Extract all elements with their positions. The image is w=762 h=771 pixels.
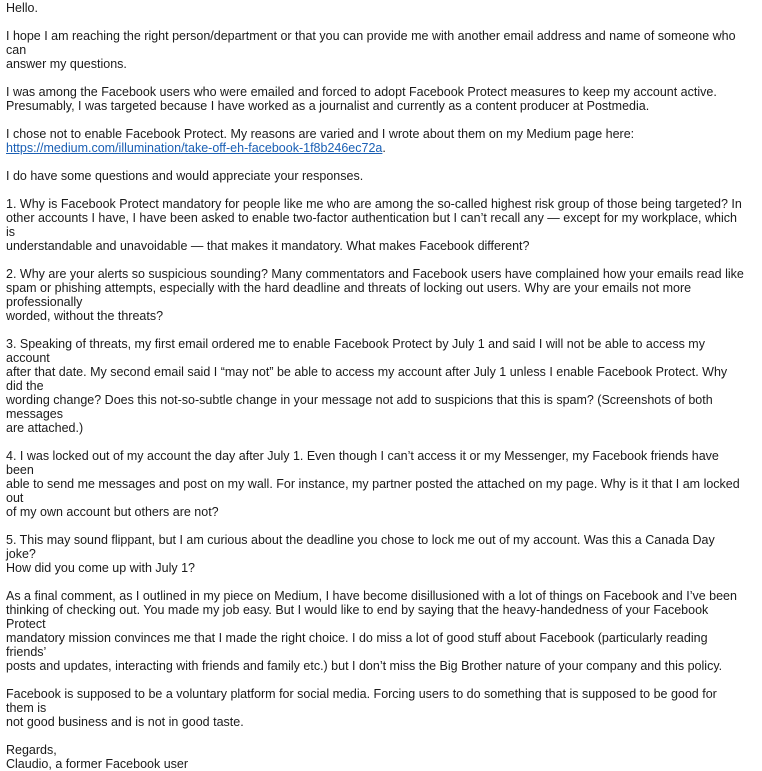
question-4: 4. I was locked out of my account the day after July 1. Even though I can’t access it or my Messenger, my Facebook friends have been able to send me messages and post on my wall. For instance, my partner posted the attached on my page. Why is it that I am locked out of my own account but others are not? [6,449,740,519]
question-5: 5. This may sound flippant, but I am curious about the deadline you chose to lock me out of my account. Was this a Canada Day joke? How did you come up with July 1? [6,533,715,575]
medium-paragraph-text: I chose not to enable Facebook Protect. My reasons are varied and I wrote about them on my Medium page here: [6,127,635,141]
context-paragraph: I was among the Facebook users who were emailed and forced to adopt Facebook Protect measures to keep my account active. Presumably, I was targeted because I have worked as a journalist and currently as a content producer at Postmedia. [6,85,717,113]
medium-paragraph-period: . [382,141,386,155]
intro-paragraph: I hope I am reaching the right person/department or that you can provide me with another email address and name of someone who can answer my questions. [6,29,736,71]
signoff: Regards, Claudio, a former Facebook user [6,743,189,771]
questions-intro: I do have some questions and would appreciate your responses. [6,169,364,183]
email-body [6,1,746,771]
conclusion-paragraph: Facebook is supposed to be a voluntary platform for social media. Forcing users to do something that is supposed to be good for them is not good business and is not in good taste. [6,687,717,729]
question-2: 2. Why are your alerts so suspicious sounding? Many commentators and Facebook users have complained how your emails read like spam or phishing attempts, especially with the hard deadline and threats of locking out users. Why are your emails not more professionally worded, without the threats? [6,267,744,323]
question-3: 3. Speaking of threats, my first email ordered me to enable Facebook Protect by July 1 and said I will not be able to access my account after that date. My second email said I “may not” be able to access my account after July 1 unless I enable Facebook Protect. Why did the wording change? Does this not-so-subtle change in your message not add to suspicions that this is spam? (Screenshots of both messages are attached.) [6,337,728,435]
final-comment-paragraph: As a final comment, as I outlined in my piece on Medium, I have become disillusioned with a lot of things on Facebook and I’ve been thinking of checking out. You made my job easy. But I would like to end by saying that the heavy-handedness of your Facebook Protect mandatory mission convinces me that I made the right choice. I do miss a lot of good stuff about Facebook (particularly reading friends’ posts and updates, interacting with friends and family etc.) but I don’t miss the Big Brother nature of your company and this policy. [6,589,737,673]
medium-paragraph [6,127,746,155]
greeting: Hello. [6,1,38,15]
medium-article-link[interactable]: https://medium.com/illumination/take-off-eh-facebook-1f8b246ec72a [6,141,383,155]
question-1: 1. Why is Facebook Protect mandatory for people like me who are among the so-called highest risk group of those being targeted? In other accounts I have, I have been asked to enable two-factor authentication but I can’t recall any — except for my workplace, which is understandable and unavoidable — that makes it mandatory. What makes Facebook different? [6,197,742,253]
